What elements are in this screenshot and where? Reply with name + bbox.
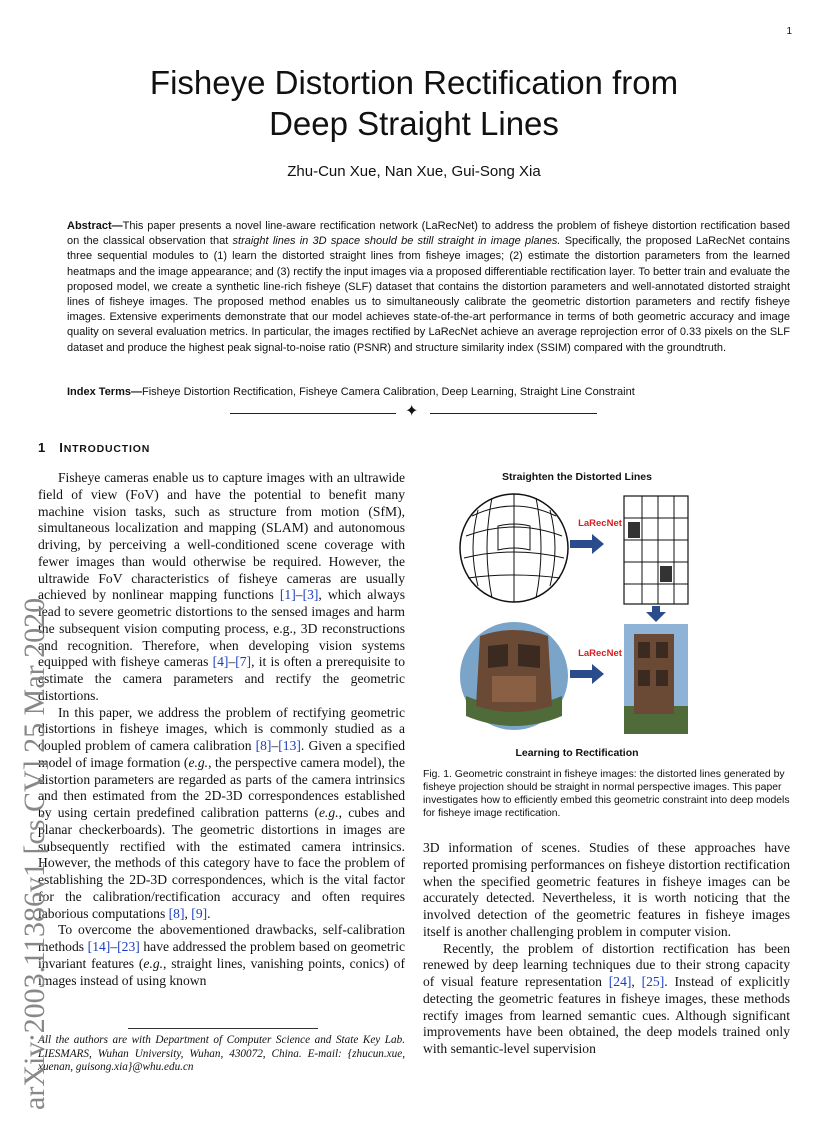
section-heading: 1 INTRODUCTION — [38, 440, 151, 455]
arrow-right-icon — [570, 534, 604, 554]
citation[interactable]: [23] — [117, 939, 140, 954]
citation[interactable]: [8] — [168, 905, 185, 921]
rectified-photo — [624, 624, 688, 734]
citation[interactable]: [7] — [235, 654, 252, 670]
citation[interactable]: [3] — [302, 587, 319, 603]
citation[interactable]: [24] — [608, 974, 632, 989]
title-line-1: Fisheye Distortion Rectification from — [149, 64, 679, 101]
index-terms — [67, 386, 790, 398]
footnote-rule — [128, 1028, 318, 1029]
index-terms-label: Index Terms— — [67, 386, 142, 398]
fisheye-line-drawing — [460, 494, 568, 602]
figure-bottom-label: Learning to Rectification — [515, 747, 639, 759]
left-column — [38, 470, 405, 989]
rectified-line-drawing — [624, 496, 688, 604]
paragraph-4: 3D information of scenes. Studies of these approaches have reported promising performances on fisheye distortion rectification when the specified geometric features in fisheye images can be accurately detected. Nevertheless, it is worth noticing that the involved detection of the geometric features in fisheye images itself is another challenging problem in computer vision. — [423, 840, 790, 939]
divider-left — [230, 413, 396, 414]
paragraph-1: Fisheye cameras enable us to capture images with an ultrawide field of view (FoV) and have the potential to benefit many machine vision tasks, such as structure from motion (SfM), simultaneous localization and mapping (SLAM) and autonomous driving, by perceiving a well-conditioned scene coverage with fewer images than would otherwise be required. However, the ultrawide FoV characteristics of fisheye cameras are usually achieved by nonlinear mapping functions [1]–[3], which always lead to severe geometric distortions to the sensed images and harm the subsequent vision computing process, e.g., 3D reconstructions and recognition. Therefore, when developing vision systems equipped with fisheye cameras [4]–[7], it is often a prerequisite to estimate the camera parameters and rectify the geometric distortions. — [38, 470, 405, 703]
net-label-top: LaRecNet — [578, 518, 622, 529]
authors: Zhu-Cun Xue, Nan Xue, Gui-Song Xia — [287, 163, 541, 180]
arxiv-stamp-text: arXiv:2003.11386v1 [cs.CV] 25 Mar 2020 — [18, 597, 51, 1110]
index-terms-text: Fisheye Distortion Rectification, Fisheye Camera Calibration, Deep Learning, Straight Line Constraint — [142, 386, 635, 398]
abstract-label: Abstract— — [67, 220, 123, 232]
fisheye-photo — [460, 622, 568, 730]
divider-star-icon: ✦ — [405, 403, 419, 420]
citation[interactable]: [8] — [255, 738, 272, 753]
citation[interactable]: [1] — [279, 587, 296, 603]
net-label-bottom: LaRecNet — [578, 648, 622, 659]
arrow-right-icon-2 — [570, 664, 604, 684]
abstract-italic: straight lines in 3D space should be still straight in image planes. — [232, 235, 561, 248]
figure-top-label: Straighten the Distorted Lines — [502, 471, 652, 483]
abstract-text-2: Specifically, the proposed LaRecNet contains three sequential modules to (1) learn the distorted straight lines from fisheye images; (2) estimate the distortion parameters from the learned heatmaps and the image appearance; and (3) rectify the input images via a proposed differentiable rectification layer. To better train and evaluate the proposed model, we create a synthetic line-rich fisheye (SLF) dataset that contains the distortion parameters and well-annotated distorted straight lines of fisheye images. The proposed method enables us to simultaneously calibrate the geometric distortion parameters and rectify fisheye images. Extensive experiments demonstrate that our model achieves state-of-the-art performance in terms of both geometric accuracy and image quality on several evaluation metrics. In particular, the images rectified by LaRecNet achieve an average reprojection error of 0.33 pixels on the SLF dataset and produce the highest peak signal-to-noise ratio (PSNR) and structure similarity index (SSIM) compared with the groundtruth. — [67, 235, 790, 354]
citation[interactable]: [9] — [191, 905, 208, 921]
divider-right — [430, 413, 597, 414]
title-line-2: Deep Straight Lines — [269, 105, 559, 142]
figure-caption: Fig. 1. Geometric constraint in fisheye images: the distorted lines generated by fisheye projection should be straight in normal perspective images. This paper investigates how to efficiently embed this geometric constraint into deep models for fisheye image rectification. — [423, 769, 790, 819]
paragraph-5: Recently, the problem of distortion rectification has been renewed by deep learning techniques due to their strong capacity of visual feature representation [24], [25]. Instead of explicitly detecting the geometric features in fisheye images, these methods rectify images from learned semantic cues. Although significant improvements have been obtained, the deep models trained only with semantic-level supervision — [423, 940, 790, 1056]
footnote: All the authors are with Department of Computer Science and State Key Lab. LIESMARS, Wuhan University, Wuhan, 430072, China. E-mail: {zhucun.xue, xuenan, guisong.xia}@whu.edu.cn — [38, 1034, 405, 1074]
right-column — [423, 840, 790, 1058]
paper-title — [0, 62, 828, 144]
paragraph-3: To overcome the abovementioned drawbacks, self-calibration methods [14]–[23] have addressed the problem based on geometric invariant features (e.g., straight lines, vanishing points, conics) of images instead of using known — [38, 922, 405, 988]
abstract — [67, 219, 790, 356]
paragraph-2: In this paper, we address the problem of rectifying geometric distortions in fisheye images, which is commonly studied as a coupled problem of camera calibration [8]–[13]. Given a specified model of image formation (e.g., the perspective camera model), the distortion parameters are regarded as parts of the camera intrinsics and then estimated from the 2D-3D correspondences established by using certain predefined calibration patterns (e.g., cubes and planar checkerboards). The geometric distortions in images are subsequently rectified with the estimated camera intrinsics. However, the methods of this category have to face the problem of establishing the 2D-3D correspondences, which is the vital factor for the calibration/rectification accuracy and often requires laborious computations [8], [9]. — [38, 704, 405, 921]
abstract-text-1: This paper presents a novel line-aware rectification network (LaRecNet) to address the problem of fisheye distortion rectification based on the classical observation that — [67, 220, 790, 248]
arrow-down-icon — [646, 606, 666, 622]
citation[interactable]: [13] — [278, 738, 301, 753]
citation[interactable]: [14] — [87, 939, 111, 954]
figure-1 — [452, 466, 692, 762]
page-number: 1 — [786, 26, 792, 37]
arxiv-stamp — [4, 280, 58, 1110]
citation[interactable]: [25] — [641, 974, 665, 989]
citation[interactable]: [4] — [212, 654, 229, 670]
